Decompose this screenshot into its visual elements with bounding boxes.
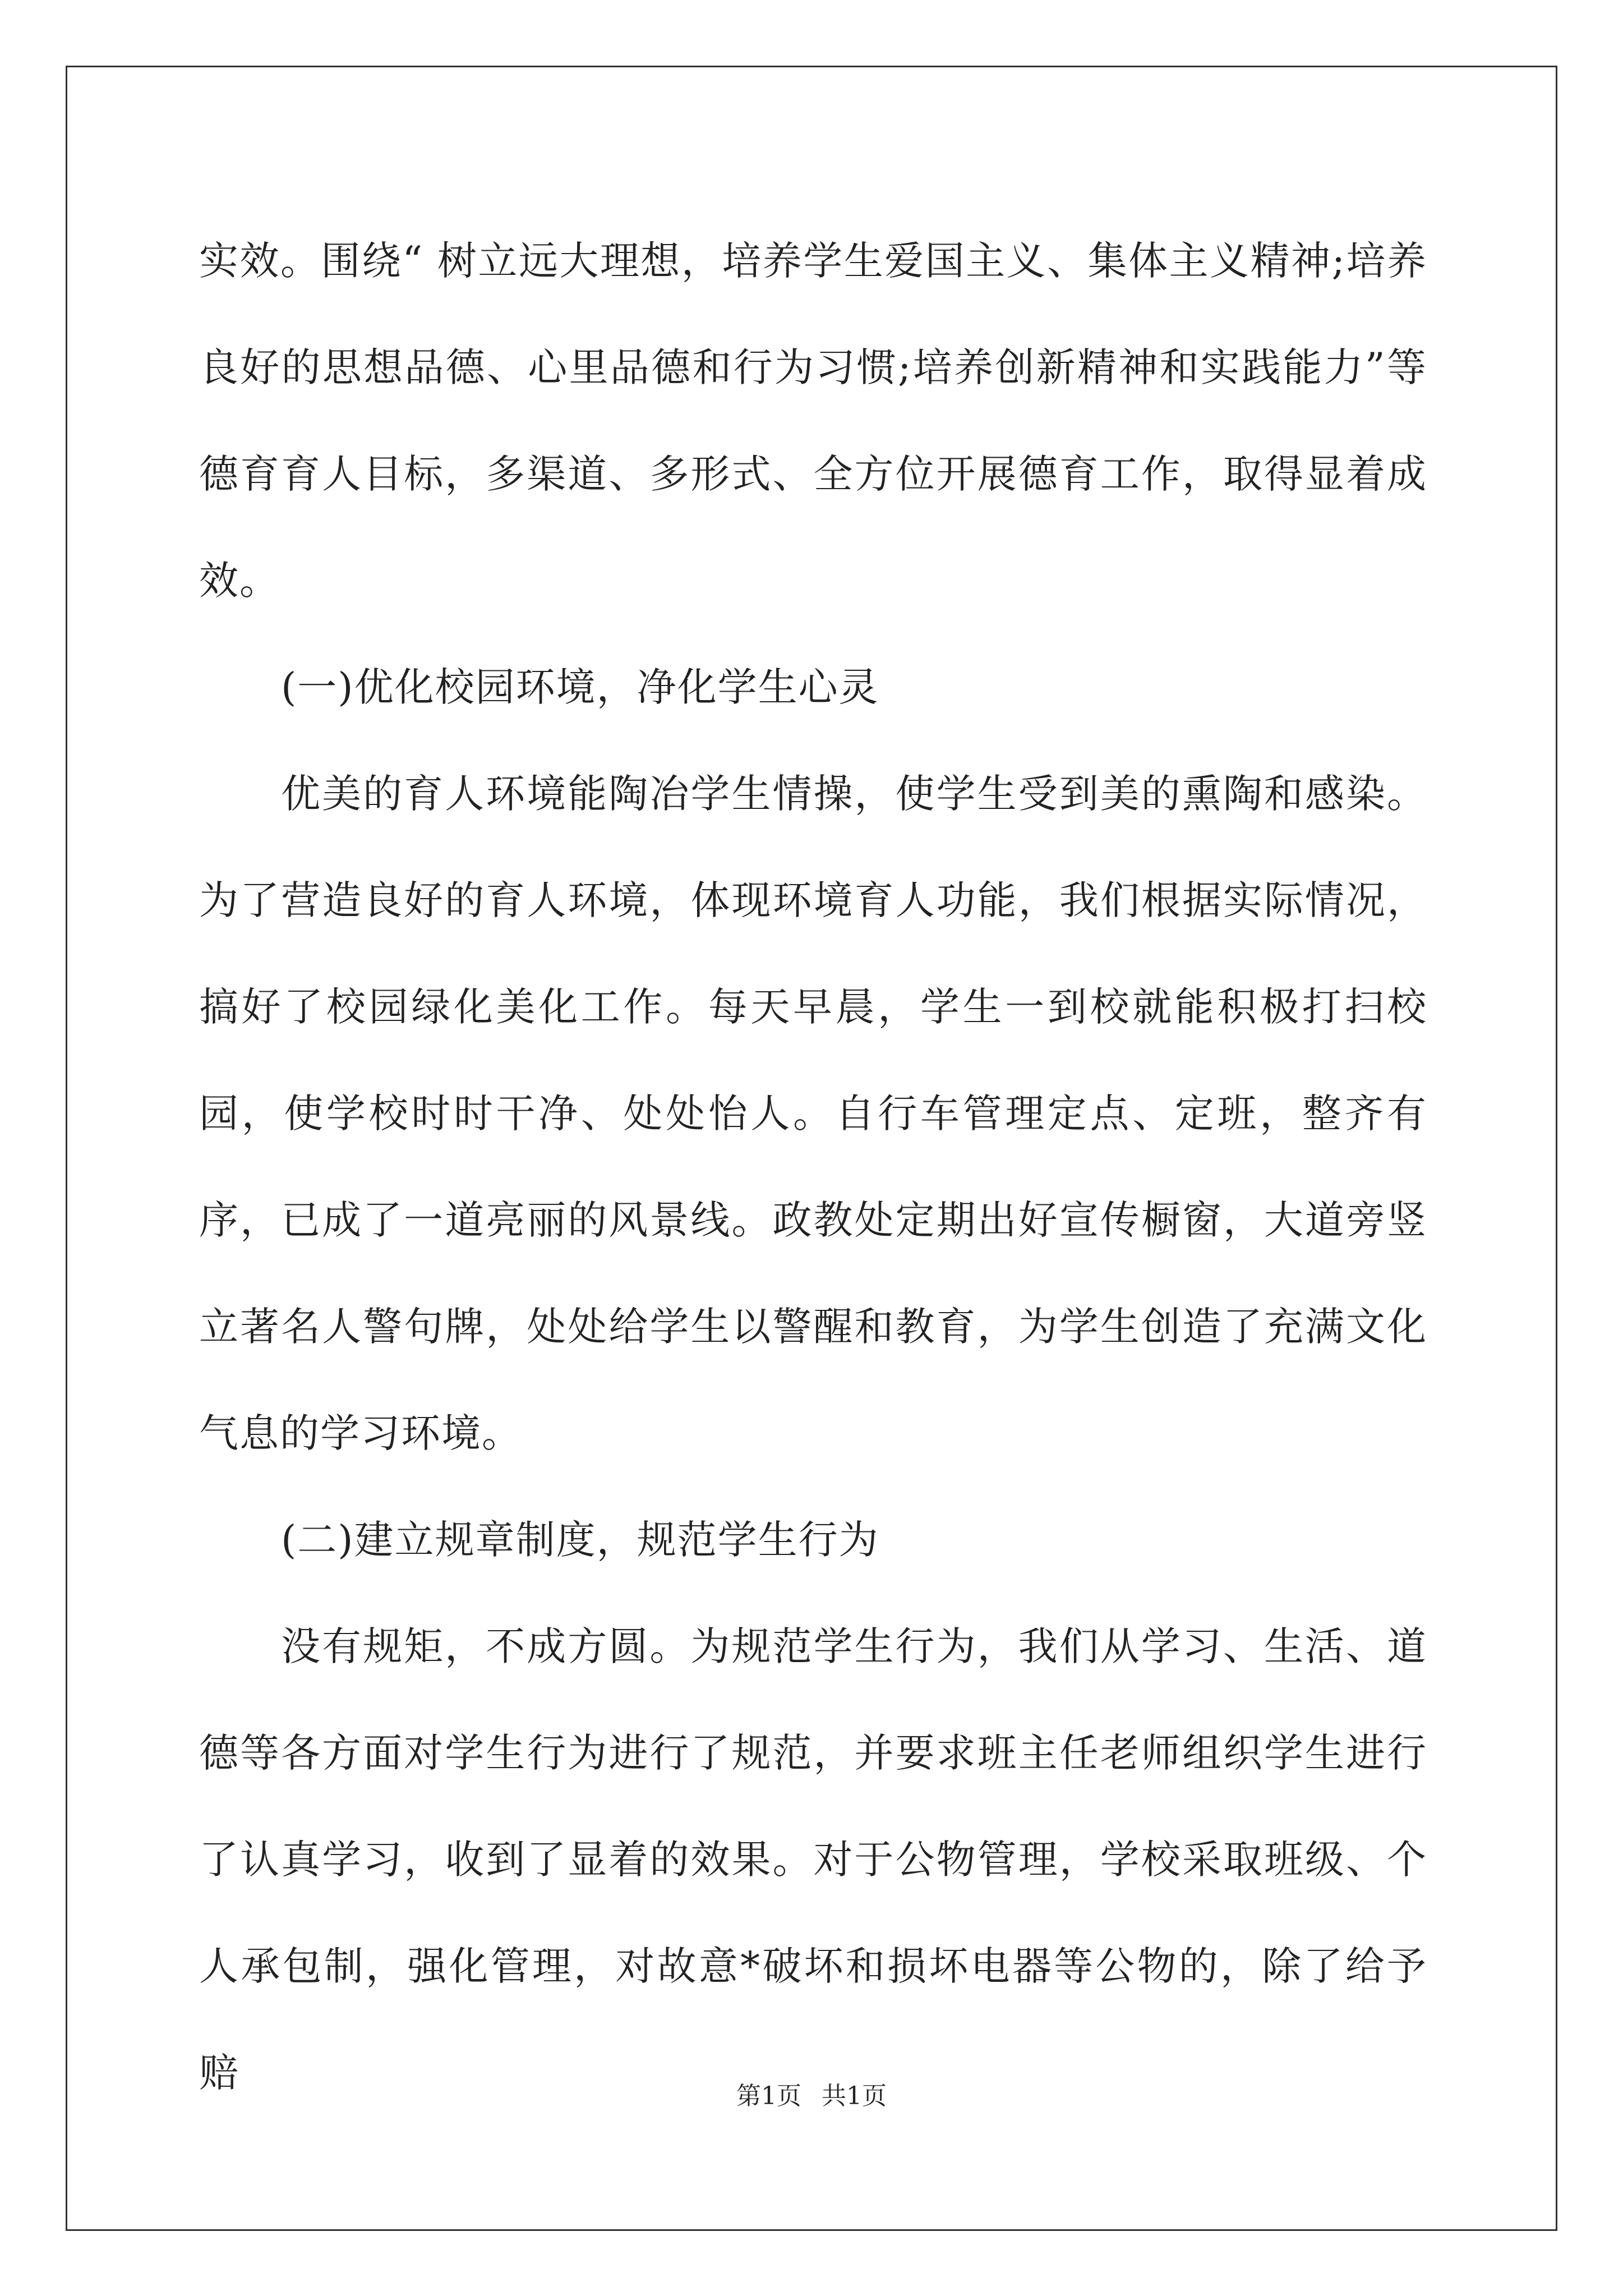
paragraph-intro: 实效。围绕“ 树立远大理想，培养学生爱国主义、集体主义精神;培养良好的思想品德、心里品德和行为习惯;培养创新精神和实践能力”等德育育人目标，多渠道、多形式、全方位开展德育工作，取得显着成效。: [199, 238, 1427, 604]
page-number: 第1页: [736, 2082, 801, 2110]
page-total: 共1页: [822, 2082, 887, 2110]
section-heading-2: (二)建立规章制度，规范学生行为: [281, 1517, 879, 1563]
paragraph-rules: 没有规矩，不成方圆。为规范学生行为，我们从学习、生活、道德等各方面对学生行为进行了规范，并要求班主任老师组织学生进行了认真学习，收到了显着的效果。对于公物管理，学校采取班级、个人承包制，强化管理，对故意*破坏和损坏电器等公物的，除了给予赔: [199, 1623, 1427, 2096]
document-body: [199, 208, 1427, 2126]
paragraph-environment: 优美的育人环境能陶冶学生情操，使学生受到美的熏陶和感染。为了营造良好的育人环境，体现环境育人功能，我们根据实际情况，搞好了校园绿化美化工作。每天早晨，学生一到校就能积极打扫校园，使学校时时干净、处处怡人。自行车管理定点、定班，整齐有序，已成了一道亮丽的风景线。政教处定期出好宣传橱窗，大道旁竖立著名人警句牌，处处给学生以警醒和教育，为学生创造了充满文化气息的学习环境。: [199, 771, 1427, 1456]
page-footer: [0, 2076, 1623, 2111]
section-heading-1: (一)优化校园环境，净化学生心灵: [281, 664, 879, 710]
